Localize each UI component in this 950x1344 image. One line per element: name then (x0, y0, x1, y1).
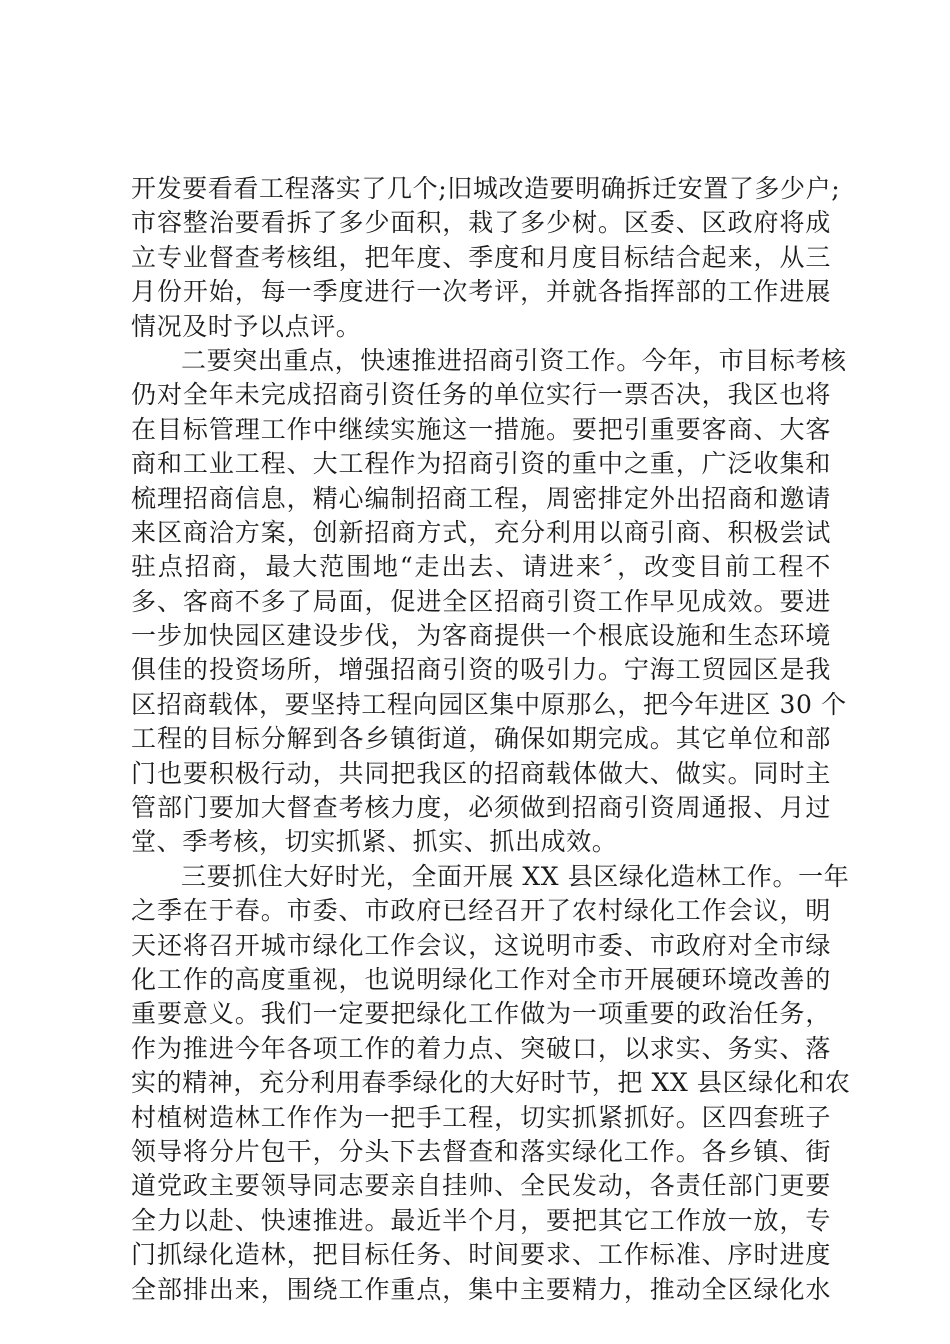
text-line: 实的精神，充分利用春季绿化的大好时节，把 XX 县区绿化和农 (131, 1068, 851, 1098)
text-line: 多、客商不多了局面，促进全区招商引资工作早见成效。要进 (131, 586, 831, 616)
text-line: 工程的目标分解到各乡镇街道，确保如期完成。其它单位和部 (131, 724, 831, 754)
text-line: 重要意义。我们一定要把绿化工作做为一项重要的政治任务， (131, 999, 831, 1029)
text-line: 领导将分片包干，分头下去督查和落实绿化工作。各乡镇、街 (131, 1136, 831, 1166)
text-line: 管部门要加大督查考核力度，必须做到招商引资周通报、月过 (131, 793, 831, 823)
text-line: 仍对全年未完成招商引资任务的单位实行一票否决，我区也将 (131, 380, 831, 410)
paragraph-1 (131, 172, 841, 344)
text-line: 商和工业工程、大工程作为招商引资的重中之重，广泛收集和 (131, 449, 831, 479)
text-line: 立专业督查考核组，把年度、季度和月度目标结合起来，从三 (131, 242, 831, 272)
paragraph-3 (131, 860, 851, 1307)
text-line: 梳理招商信息，精心编制招商工程，周密排定外出招商和邀请 (131, 483, 831, 513)
text-line: 市容整治要看拆了多少面积，栽了多少树。区委、区政府将成 (131, 208, 831, 238)
text-line: 驻点招商，最大范围地“走出去、请进来〞，改变目前工程不 (131, 552, 831, 582)
paragraph-2 (131, 344, 847, 860)
text-line: 化工作的高度重视，也说明绿化工作对全市开展硬环境改善的 (131, 964, 831, 994)
text-line: 来区商洽方案，创新招商方式，充分利用以商引商、积极尝试 (131, 517, 831, 547)
text-line: 二要突出重点，快速推进招商引资工作。今年，市目标考核 (181, 345, 847, 375)
text-line: 之季在于春。市委、市政府已经召开了农村绿化工作会议，明 (131, 896, 831, 926)
text-line: 全力以赴、快速推进。最近半个月，要把其它工作放一放，专 (131, 1205, 831, 1235)
text-line: 村植树造林工作作为一把手工程，切实抓紧抓好。区四套班子 (131, 1102, 831, 1132)
text-line: 情况及时予以点评。 (131, 311, 362, 341)
text-line: 天还将召开城市绿化工作会议，这说明市委、市政府对全市绿 (131, 930, 831, 960)
document-body (131, 172, 851, 1307)
text-line: 月份开始，每一季度进行一次考评，并就各指挥部的工作进展 (131, 277, 831, 307)
text-line: 全部排出来，围绕工作重点，集中主要精力，推动全区绿化水 (131, 1274, 831, 1304)
text-line: 堂、季考核，切实抓紧、抓实、抓出成效。 (131, 827, 618, 857)
text-line: 区招商载体，要坚持工程向园区集中原那么，把今年进区 30 个 (131, 689, 847, 719)
text-line: 一步加快园区建设步伐，为客商提供一个根底设施和生态环境 (131, 621, 831, 651)
text-line: 俱佳的投资场所，增强招商引资的吸引力。宁海工贸园区是我 (131, 655, 831, 685)
text-line: 在目标管理工作中继续实施这一措施。要把引重要客商、大客 (131, 414, 831, 444)
text-line: 门也要积极行动，共同把我区的招商载体做大、做实。同时主 (131, 758, 831, 788)
text-line: 开发要看看工程落实了几个;旧城改造要明确拆迁安置了多少户; (131, 174, 841, 203)
text-line: 门抓绿化造林，把目标任务、时间要求、工作标准、序时进度 (131, 1240, 831, 1270)
text-line: 作为推进今年各项工作的着力点、突破口，以求实、务实、落 (131, 1033, 831, 1063)
text-line: 三要抓住大好时光，全面开展 XX 县区绿化造林工作。一年 (181, 861, 850, 891)
text-line: 道党政主要领导同志要亲自挂帅、全民发动，各责任部门更要 (131, 1171, 831, 1201)
